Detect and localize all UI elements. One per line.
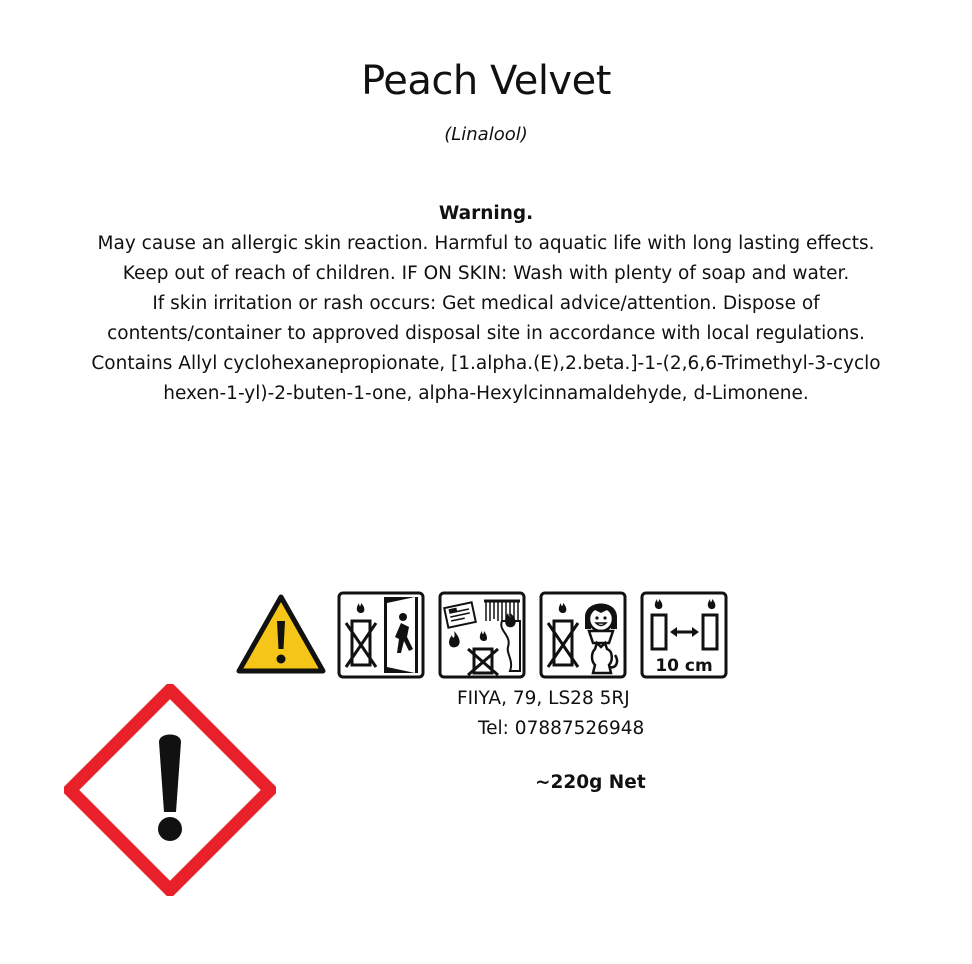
candle-not-near-flammables-icon (438, 591, 526, 679)
warning-line: May cause an allergic skin reaction. Harmful to aquatic life with long lasting effects. (97, 233, 875, 254)
warning-line: Keep out of reach of children. IF ON SKIN: Wash with plenty of soap and water. (122, 263, 850, 284)
candle-away-from-children-pets-icon (539, 591, 627, 679)
product-name: Peach Velvet (361, 58, 611, 104)
warning-line: If skin irritation or rash occurs: Get medical advice/attention. Dispose of (152, 293, 820, 314)
warning-triangle-icon (236, 591, 324, 679)
allergen-note: (Linalool) (444, 124, 528, 145)
warning-line: contents/container to approved disposal site in accordance with local regulations. (107, 323, 865, 344)
supplier-phone: Tel: 07887526948 (478, 718, 645, 739)
spacing-label: 10 cm (655, 656, 713, 676)
safety-pictograms (236, 590, 741, 680)
warning-block (40, 199, 932, 409)
supplier-address: FIIYA, 79, LS28 5RJ (457, 688, 630, 709)
warning-heading: Warning. (438, 203, 534, 224)
ghs-exclamation-icon (64, 684, 276, 896)
candle-spacing-icon (640, 591, 728, 679)
warning-line: Contains Allyl cyclohexanepropionate, [1.alpha.(E),2.beta.]-1-(2,6,6-Trimethyl-3-cyclo (91, 353, 881, 374)
candle-not-near-exit-icon (337, 591, 425, 679)
net-weight: ~220g Net (535, 772, 646, 793)
warning-line: hexen-1-yl)-2-buten-1-one, alpha-Hexylcinnamaldehyde, d-Limonene. (163, 383, 809, 404)
